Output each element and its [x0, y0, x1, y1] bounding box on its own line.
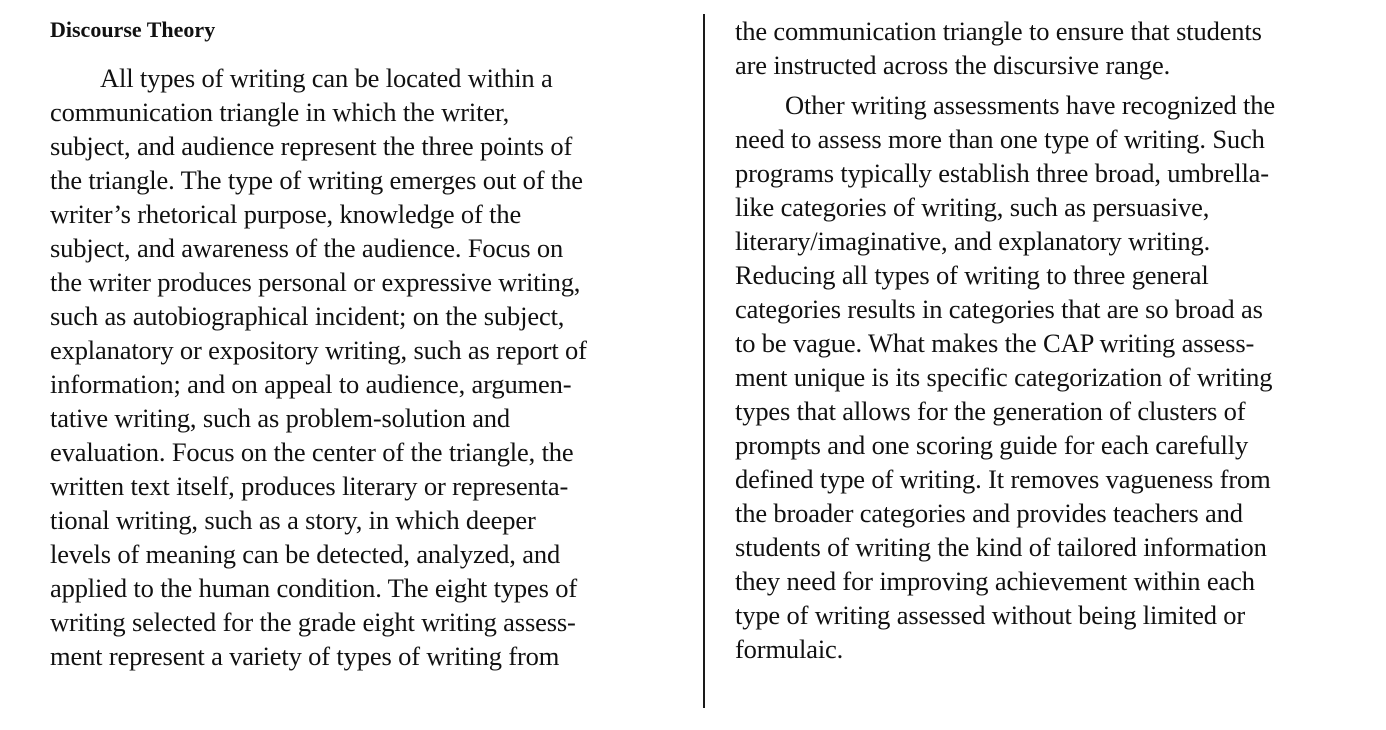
left-line: the triangle. The type of writing emerges out of the — [50, 165, 583, 195]
right-line: programs typically establish three broad, umbrella- — [735, 158, 1269, 188]
left-line: the writer produces personal or expressive writing, — [50, 267, 581, 297]
left-line: communication triangle in which the writer, — [50, 97, 510, 127]
left-line: written text itself, produces literary or representa- — [50, 471, 569, 501]
left-line: applied to the human condition. The eight types of — [50, 573, 578, 603]
right-line: they need for improving achievement within each — [735, 566, 1255, 596]
right-line: Other writing assessments have recognized the — [785, 90, 1275, 120]
left-line: such as autobiographical incident; on the subject, — [50, 301, 565, 331]
section-heading: Discourse Theory — [50, 17, 216, 42]
left-line: subject, and awareness of the audience. Focus on — [50, 233, 564, 263]
left-line: information; and on appeal to audience, argumen- — [50, 369, 572, 399]
right-line: the broader categories and provides teachers and — [735, 498, 1243, 528]
column-divider — [703, 14, 705, 708]
right-line: defined type of writing. It removes vagueness from — [735, 464, 1271, 494]
right-line: to be vague. What makes the CAP writing assess- — [735, 328, 1255, 358]
right-line: are instructed across the discursive range. — [735, 50, 1171, 80]
right-line: students of writing the kind of tailored information — [735, 532, 1267, 562]
left-line: writer’s rhetorical purpose, knowledge of the — [50, 199, 522, 229]
right-line: literary/imaginative, and explanatory writing. — [735, 226, 1211, 256]
left-line: subject, and audience represent the three points of — [50, 131, 573, 161]
left-line: explanatory or expository writing, such as report of — [50, 335, 587, 365]
left-line: ment represent a variety of types of writing from — [50, 641, 560, 671]
left-line: evaluation. Focus on the center of the triangle, the — [50, 437, 574, 467]
left-line: writing selected for the grade eight writing assess- — [50, 607, 576, 637]
right-line: Reducing all types of writing to three general — [735, 260, 1209, 290]
right-line: formulaic. — [735, 634, 844, 664]
right-line: need to assess more than one type of writing. Such — [735, 124, 1265, 154]
right-line: type of writing assessed without being limited or — [735, 600, 1246, 630]
right-line: types that allows for the generation of clusters of — [735, 396, 1246, 426]
right-line: the communication triangle to ensure that students — [735, 16, 1262, 46]
right-line: like categories of writing, such as persuasive, — [735, 192, 1210, 222]
left-line: All types of writing can be located within a — [100, 63, 553, 93]
left-line: tional writing, such as a story, in which deeper — [50, 505, 536, 535]
right-line: categories results in categories that are so broad as — [735, 294, 1263, 324]
left-line: tative writing, such as problem-solution and — [50, 403, 511, 433]
right-line: prompts and one scoring guide for each carefully — [735, 430, 1249, 460]
right-line: ment unique is its specific categorization of writing — [735, 362, 1273, 392]
left-line: levels of meaning can be detected, analyzed, and — [50, 539, 561, 569]
